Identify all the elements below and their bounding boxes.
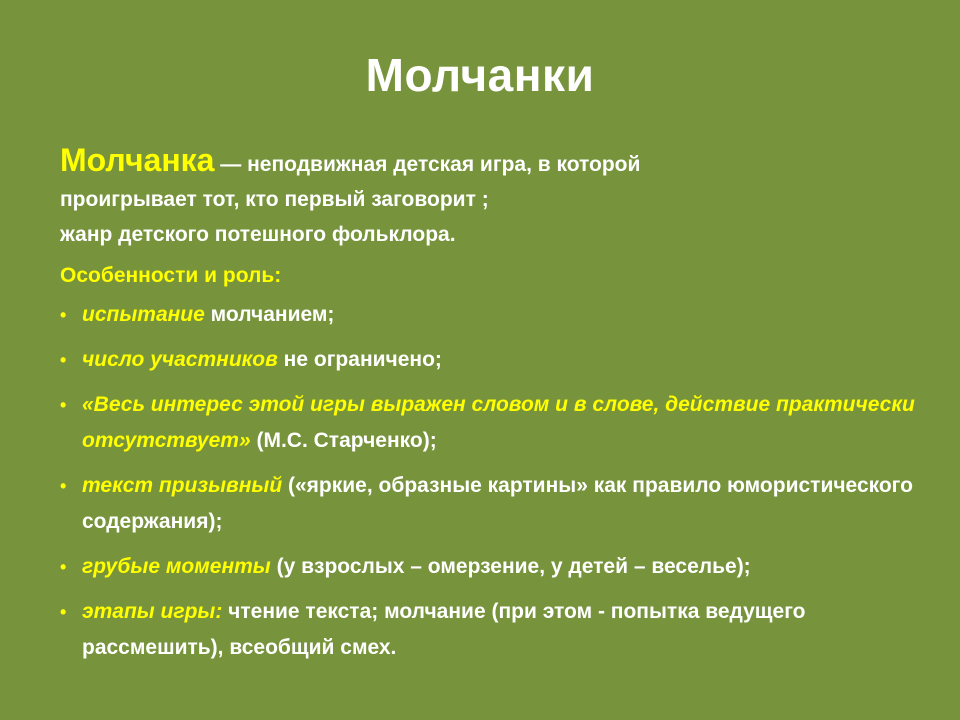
list-item xyxy=(60,387,930,459)
definition-line-3: жанр детского потешного фольклора. xyxy=(60,223,456,246)
item-highlight: текст призывный xyxy=(82,474,283,497)
item-highlight: испытание xyxy=(82,303,205,326)
item-highlight: грубые моменты xyxy=(82,555,271,578)
slide-content xyxy=(60,143,930,675)
definition-line-1 xyxy=(60,143,930,182)
bullet-icon: • xyxy=(60,557,67,577)
definition-text: — неподвижная детская игра, в которой xyxy=(214,153,641,176)
bullet-icon: • xyxy=(60,602,67,622)
bullet-icon: • xyxy=(60,395,67,415)
list-item xyxy=(60,468,930,540)
list-item xyxy=(60,342,930,378)
definition xyxy=(60,143,930,252)
definition-line-2: проигрывает тот, кто первый заговорит ; xyxy=(60,188,489,211)
bullet-icon: • xyxy=(60,305,67,325)
bullet-icon: • xyxy=(60,476,67,496)
item-highlight: этапы игры: xyxy=(82,600,223,623)
slide-title: Молчанки xyxy=(365,49,595,101)
item-text: чтение текста; молчание (при этом - попытка ведущего рассмешить), всеобщий смех. xyxy=(82,600,806,659)
definition-term: Молчанка xyxy=(60,142,215,178)
item-text: не ограничено; xyxy=(277,348,442,371)
item-text: (у взрослых – омерзение, у детей – веселье); xyxy=(270,555,751,578)
features-heading: Особенности и роль: xyxy=(60,264,282,287)
item-highlight: «Весь интерес этой игры выражен словом и в слове, действие практически отсутствует» xyxy=(82,393,915,452)
list-item xyxy=(60,549,930,585)
bullet-icon: • xyxy=(60,350,67,370)
list-item xyxy=(60,297,930,333)
item-text: («яркие, образные картины» как правило юмористического содержания); xyxy=(82,474,913,533)
item-highlight: число участников xyxy=(82,348,278,371)
features-list xyxy=(60,297,930,666)
item-text: молчанием; xyxy=(204,303,335,326)
item-text: (М.С. Старченко); xyxy=(250,429,437,452)
list-item xyxy=(60,594,930,666)
